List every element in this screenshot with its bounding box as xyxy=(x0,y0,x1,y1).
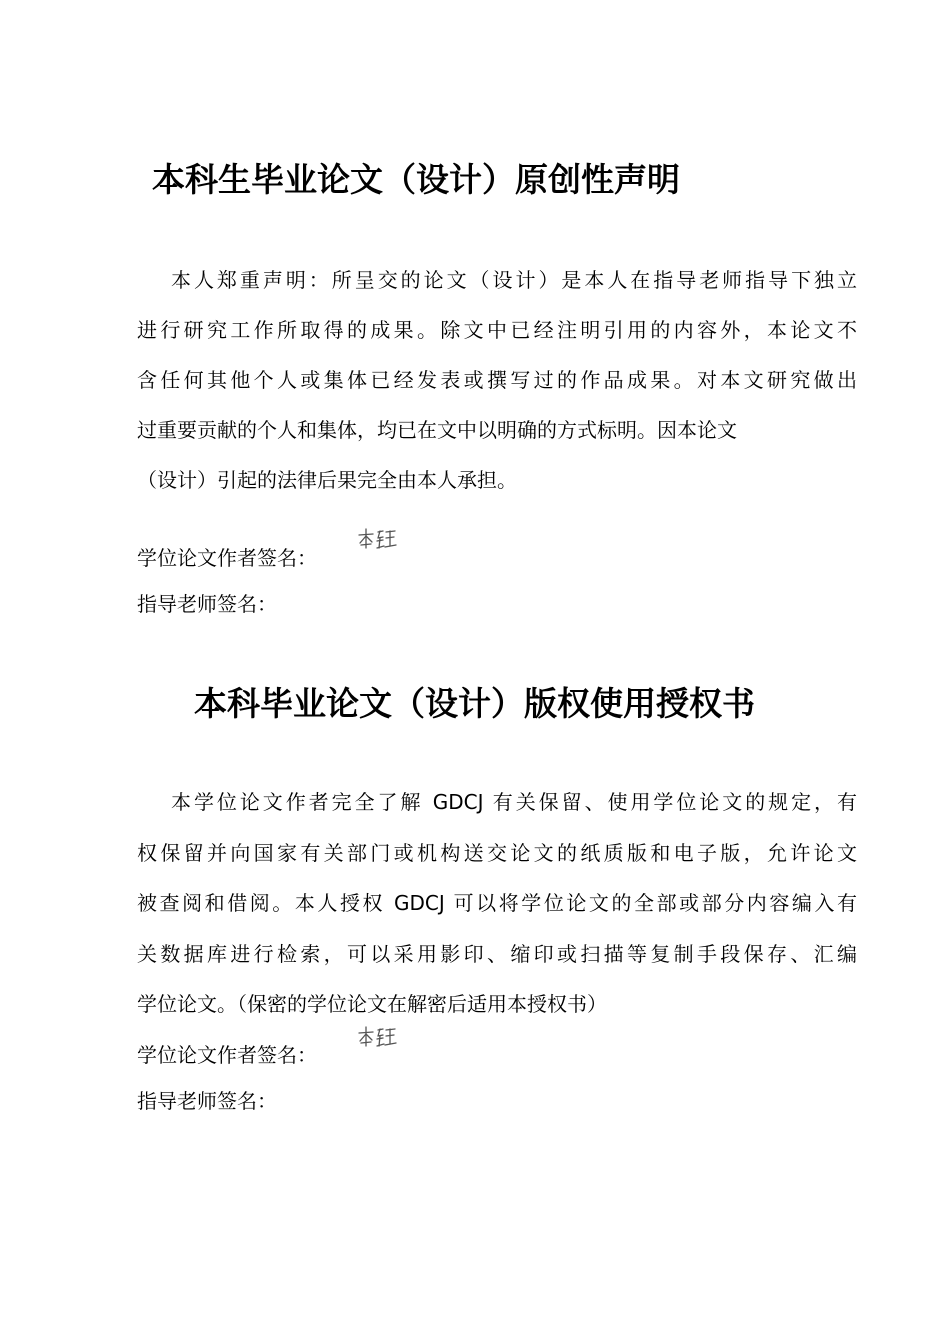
originality-line-4: 过重要贡献的个人和集体，均已在文中以明确的方式标明。因本论文 xyxy=(137,418,737,442)
originality-line-3: 含任何其他个人或集体已经发表或撰写过的作品成果。对本文研究做出 xyxy=(137,368,857,392)
originality-advisor-signature-label: 指导老师签名： xyxy=(137,592,277,616)
originality-author-signature-label: 学位论文作者签名： xyxy=(137,546,317,570)
originality-line-2: 进行研究工作所取得的成果。除文中已经注明引用的内容外，本论文不 xyxy=(137,318,857,342)
originality-line-5: （设计）引起的法律后果完全由本人承担。 xyxy=(137,468,517,492)
copyright-line-3: 被查阅和借阅。本人授权 GDCJ 可以将学位论文的全部或部分内容编入有 xyxy=(137,891,857,915)
copyright-title: 本科毕业论文（设计）版权使用授权书 xyxy=(194,684,755,723)
copyright-advisor-signature-label: 指导老师签名： xyxy=(137,1089,277,1113)
copyright-author-signature-label: 学位论文作者签名： xyxy=(137,1043,317,1067)
copyright-line-5: 学位论文。（保密的学位论文在解密后适用本授权书） xyxy=(137,992,607,1016)
originality-author-signature-image xyxy=(356,526,398,554)
copyright-author-signature-image xyxy=(356,1024,398,1052)
originality-line-1: 本人郑重声明：所呈交的论文（设计）是本人在指导老师指导下独立 xyxy=(171,268,857,292)
copyright-line-1: 本学位论文作者完全了解 GDCJ 有关保留、使用学位论文的规定，有 xyxy=(171,790,857,814)
originality-title: 本科生毕业论文（设计）原创性声明 xyxy=(152,160,680,199)
copyright-authorization xyxy=(137,784,857,1037)
copyright-line-2: 权保留并向国家有关部门或机构送交论文的纸质版和电子版，允许论文 xyxy=(137,840,857,865)
copyright-line-4: 关数据库进行检索，可以采用影印、缩印或扫描等复制手段保存、汇编 xyxy=(137,941,857,966)
originality-statement xyxy=(137,262,857,512)
